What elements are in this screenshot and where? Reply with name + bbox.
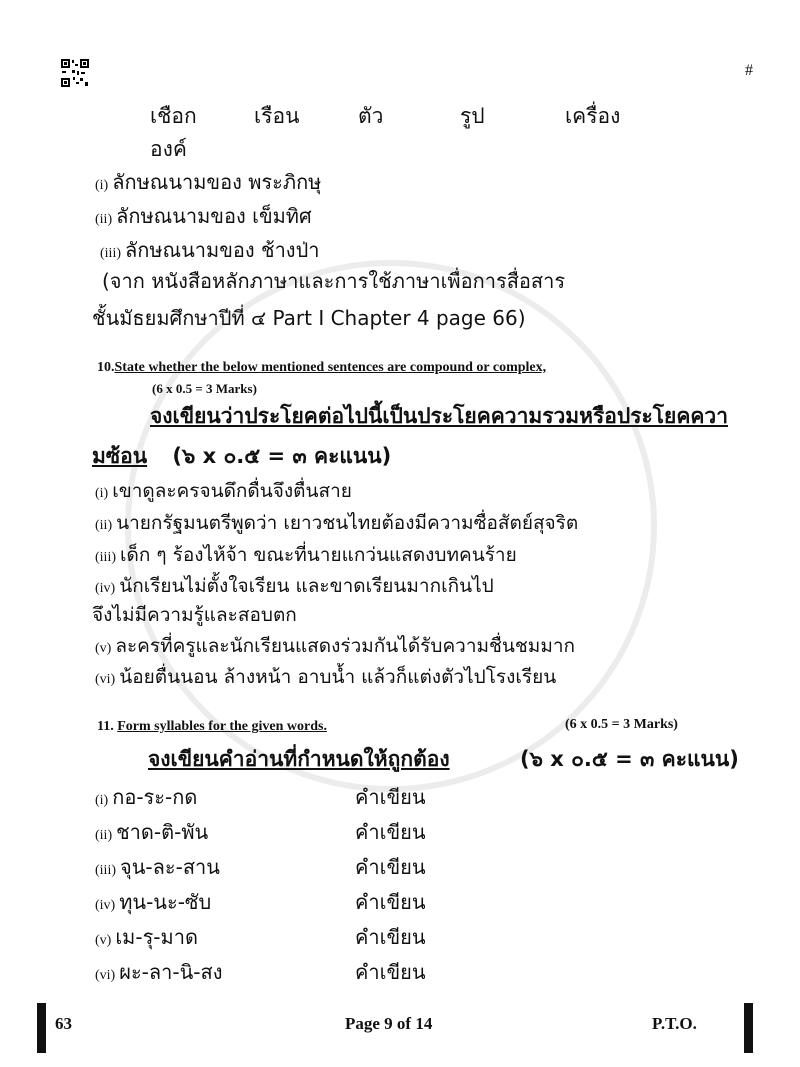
reference-line: ชั้นมัธยมศึกษาปีที่ ๔ Part I Chapter 4 page 66): [92, 306, 526, 330]
answer-label: คำเขียน: [355, 925, 426, 949]
list-item: (iv) ทุน-นะ-ซับ: [95, 890, 212, 914]
list-item: (ii) ลักษณนามของ เข็มทิศ: [95, 204, 312, 228]
marks-label: (6 x 0.5 = 3 Marks): [152, 381, 257, 396]
list-item: (v) ละครที่ครูและนักเรียนแสดงร่วมกันได้รับความชื่นชมมาก: [95, 635, 576, 657]
answer-label: คำเขียน: [355, 855, 426, 879]
page-number: Page 9 of 14: [345, 1014, 433, 1033]
list-item: (iii) จุน-ละ-สาน: [95, 855, 220, 879]
list-item: (i) กอ-ระ-กด: [95, 785, 198, 809]
thai-instruction: จงเขียนคำอ่านที่กำหนดให้ถูกต้อง: [148, 747, 450, 771]
list-item: (iii) เด็ก ๆ ร้องไห้จ้า ขณะที่นายแกว่นแสดงบทคนร้าย: [95, 544, 517, 566]
answer-label: คำเขียน: [355, 960, 426, 984]
classifier-word: รูป: [460, 104, 485, 128]
pto-label: P.T.O.: [652, 1014, 697, 1033]
classifier-word: เชือก: [150, 104, 197, 128]
list-item: (vi) น้อยตื่นนอน ล้างหน้า อาบน้ำ แล้วก็แต่งตัวไปโรงเรียน: [95, 666, 557, 688]
footer-bar-left: [37, 1003, 46, 1053]
answer-label: คำเขียน: [355, 785, 426, 809]
footer-bar-right: [744, 1003, 753, 1053]
reference-line: (จาก หนังสือหลักภาษาและการใช้ภาษาเพื่อการสื่อสาร: [102, 269, 566, 293]
classifier-word: เครื่อง: [565, 104, 621, 128]
thai-marks: (๖ x ๐.๕ = ๓ คะแนน): [520, 747, 739, 771]
thai-instruction: จงเขียนว่าประโยคต่อไปนี้เป็นประโยคความรวมหรือประโยคควา: [150, 404, 729, 428]
classifier-word: องค์: [150, 137, 187, 161]
list-item: (iv) นักเรียนไม่ตั้งใจเรียน และขาดเรียนมากเกินไป: [95, 575, 494, 597]
list-item: (ii) ชาด-ติ-พัน: [95, 820, 209, 844]
thai-instruction-continued: มซ้อน (๖ x ๐.๕ = ๓ คะแนน): [92, 444, 392, 468]
question-heading: 10.State whether the below mentioned sentences are compound or complex,: [97, 360, 547, 375]
list-item: (vi) ผะ-ลา-นิ-สง: [95, 960, 223, 984]
list-item: (v) เม-รุ-มาด: [95, 925, 198, 949]
list-item: (i) เขาดูละครจนดึกดื่นจึงตื่นสาย: [95, 480, 352, 502]
paper-code: 63: [55, 1014, 72, 1033]
qr-code-icon: [60, 58, 90, 88]
answer-label: คำเขียน: [355, 890, 426, 914]
question-heading: 11. Form syllables for the given words.: [97, 719, 327, 734]
list-item: (iii) ลักษณนามของ ช้างป่า: [100, 238, 320, 262]
page-marker: #: [745, 62, 753, 79]
classifier-word: เรือน: [254, 104, 300, 128]
list-item: จึงไม่มีความรู้และสอบตก: [92, 604, 297, 626]
marks-label: (6 x 0.5 = 3 Marks): [565, 717, 678, 732]
list-item: (ii) นายกรัฐมนตรีพูดว่า เยาวชนไทยต้องมีความซื่อสัตย์สุจริต: [95, 512, 579, 534]
answer-label: คำเขียน: [355, 820, 426, 844]
list-item: (i) ลักษณนามของ พระภิกษุ: [95, 170, 322, 194]
classifier-word: ตัว: [358, 104, 384, 128]
